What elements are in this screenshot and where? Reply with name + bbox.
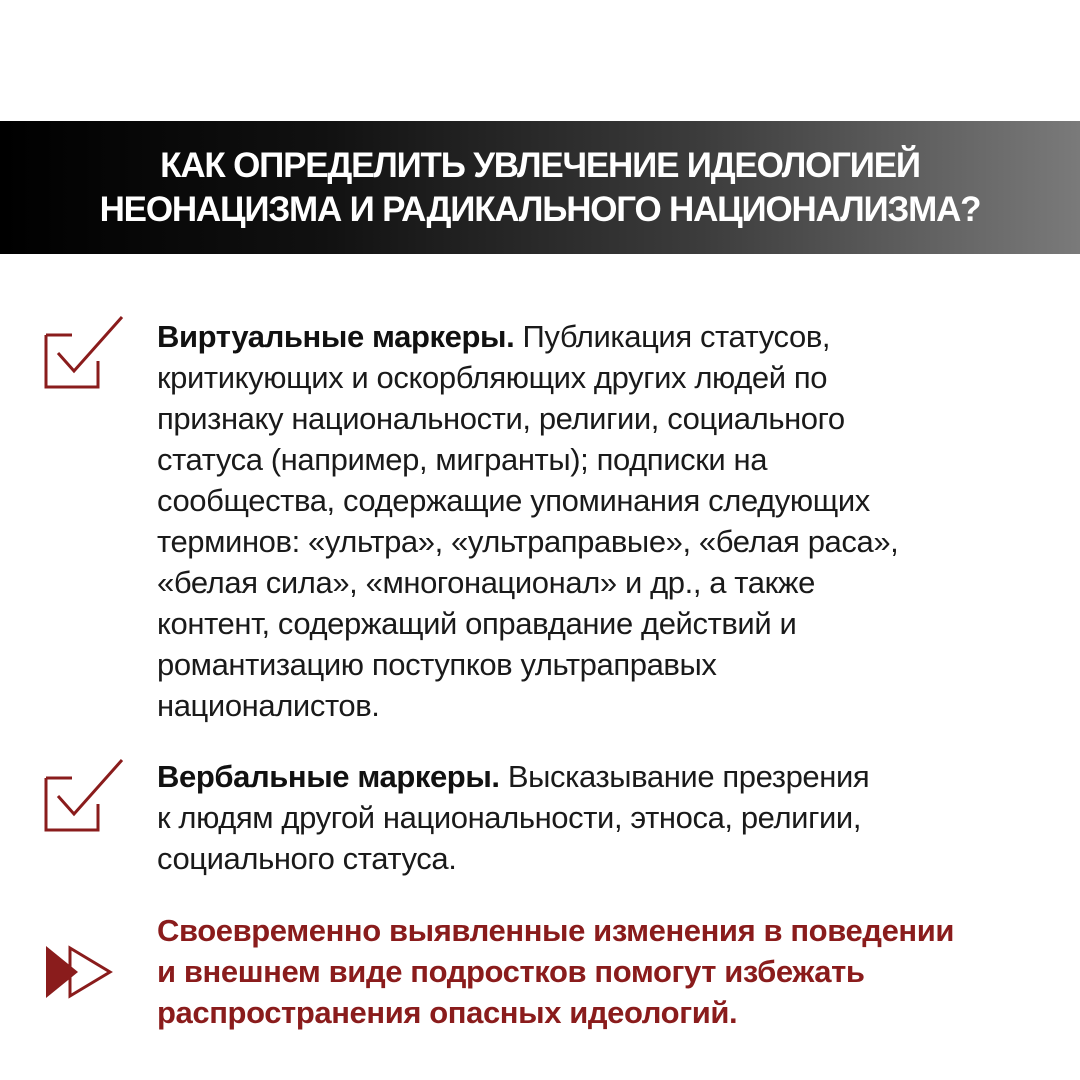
virtual-markers-line-1: критикующих и оскорбляющих других людей по [157,360,828,395]
verbal-markers-line-0: Высказывание презрения [499,759,870,794]
header-title-line-2: НЕОНАЦИЗМА И РАДИКАЛЬНОГО НАЦИОНАЛИЗМА? [99,189,981,229]
virtual-markers-line-7: контент, содержащий оправдание действий и [157,606,797,641]
verbal-markers-line-1: к людям другой национальности, этноса, религии, [157,800,862,835]
conclusion-line-2: распространения опасных идеологий. [157,995,738,1030]
checkbox-check-icon [42,313,126,396]
verbal-markers-heading: Вербальные маркеры. [157,759,500,794]
virtual-markers-line-3: статуса (например, мигранты); подписки на [157,442,768,477]
verbal-markers-text [157,756,1057,879]
verbal-markers-line [157,756,1057,797]
verbal-markers-line-2: социального статуса. [157,841,457,876]
conclusion-line-0: Своевременно выявленные изменения в поведении [157,913,955,948]
virtual-markers-line-8: романтизацию поступков ультраправых [157,647,717,682]
header-banner [0,121,1080,254]
virtual-markers-line-9: националистов. [157,688,380,723]
virtual-markers-line-0: Публикация статусов, [514,319,831,354]
conclusion-text [157,910,1057,1033]
header-title-line-1: КАК ОПРЕДЕЛИТЬ УВЛЕЧЕНИЕ ИДЕОЛОГИЕЙ [160,145,920,185]
virtual-markers-heading: Виртуальные маркеры. [157,319,515,354]
virtual-markers-line-2: признаку национальности, религии, социального [157,401,845,436]
conclusion-line-1: и внешнем виде подростков помогут избежать [157,954,865,989]
virtual-markers-line-6: «белая сила», «многонационал» и др., а также [157,565,815,600]
virtual-markers-line-5: терминов: «ультра», «ультраправые», «белая раса», [157,524,899,559]
virtual-markers-line [157,316,1057,357]
virtual-markers-text [157,316,1057,726]
virtual-markers-line-4: сообщества, содержащие упоминания следующих [157,483,870,518]
checkbox-check-icon [42,756,126,839]
double-arrow-icon [44,944,116,1005]
